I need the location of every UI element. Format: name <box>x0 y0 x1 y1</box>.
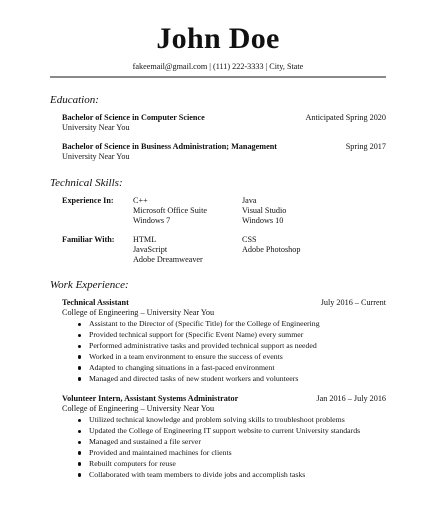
list-item: Assistant to the Director of (Specific Title) for the College of Engineering <box>78 319 320 330</box>
skill-item: Windows 10 <box>242 216 284 225</box>
skill-group-label: Familiar With: <box>62 235 115 244</box>
skill-item: Adobe Photoshop <box>242 245 301 254</box>
skill-item: CSS <box>242 235 257 244</box>
list-item: Provided technical support for (Specific Event Name) every summer <box>78 330 320 341</box>
education-entry-2 <box>62 142 386 153</box>
skill-item: HTML <box>133 235 157 244</box>
skill-column-1 <box>133 235 203 265</box>
header-divider <box>50 76 386 78</box>
list-item: Managed and directed tasks of new student workers and volunteers <box>78 374 320 385</box>
list-item: Provided and maintained machines for clients <box>78 448 360 459</box>
skill-item: Adobe Dreamweaver <box>133 255 203 264</box>
job-title: Volunteer Intern, Assistant Systems Administrator <box>62 394 239 403</box>
job-header-1 <box>62 298 386 309</box>
education-entry-1 <box>62 113 386 124</box>
list-item: Adapted to changing situations in a fast-paced environment <box>78 363 320 374</box>
list-item: Rebuilt computers for reuse <box>78 459 360 470</box>
degree-date: Spring 2017 <box>345 142 386 151</box>
experience-heading: Work Experience: <box>50 279 129 291</box>
skill-item: Java <box>242 196 257 205</box>
degree-date: Anticipated Spring 2020 <box>305 113 386 122</box>
job-title: Technical Assistant <box>62 298 129 307</box>
list-item: Managed and sustained a file server <box>78 437 360 448</box>
skill-item: JavaScript <box>133 245 168 254</box>
list-item: Worked in a team environment to ensure the success of events <box>78 352 320 363</box>
school-name: University Near You <box>62 123 130 132</box>
skill-group-label: Experience In: <box>62 196 114 205</box>
list-item: Utilized technical knowledge and problem solving skills to troubleshoot problems <box>78 415 360 426</box>
list-item: Collaborated with team members to divide jobs and accomplish tasks <box>78 470 360 481</box>
candidate-name: John Doe <box>156 22 280 55</box>
job-bullets-2 <box>78 415 360 480</box>
job-organization: College of Engineering – University Near You <box>62 308 215 317</box>
contact-line: fakeemail@gmail.com | (111) 222-3333 | City, State <box>132 62 304 71</box>
education-heading: Education: <box>50 94 99 106</box>
list-item: Performed administrative tasks and provided technical support as needed <box>78 341 320 352</box>
job-header-2 <box>62 394 386 405</box>
degree-title: Bachelor of Science in Computer Science <box>62 113 205 122</box>
skill-column-1 <box>133 196 207 226</box>
skill-item: Visual Studio <box>242 206 287 215</box>
skill-item: Microsoft Office Suite <box>133 206 207 215</box>
skill-item: Windows 7 <box>133 216 171 225</box>
skill-column-2 <box>242 196 286 226</box>
skill-column-2 <box>242 235 300 255</box>
degree-title: Bachelor of Science in Business Administration; Management <box>62 142 277 151</box>
job-bullets-1 <box>78 319 320 384</box>
job-date: July 2016 – Current <box>320 298 386 307</box>
list-item: Updated the College of Engineering IT support website to current University standards <box>78 426 360 437</box>
school-name: University Near You <box>62 152 130 161</box>
skills-heading: Technical Skills: <box>50 177 123 189</box>
skill-item: C++ <box>133 196 148 205</box>
job-date: Jan 2016 – July 2016 <box>316 394 386 403</box>
job-organization: College of Engineering – University Near You <box>62 404 215 413</box>
